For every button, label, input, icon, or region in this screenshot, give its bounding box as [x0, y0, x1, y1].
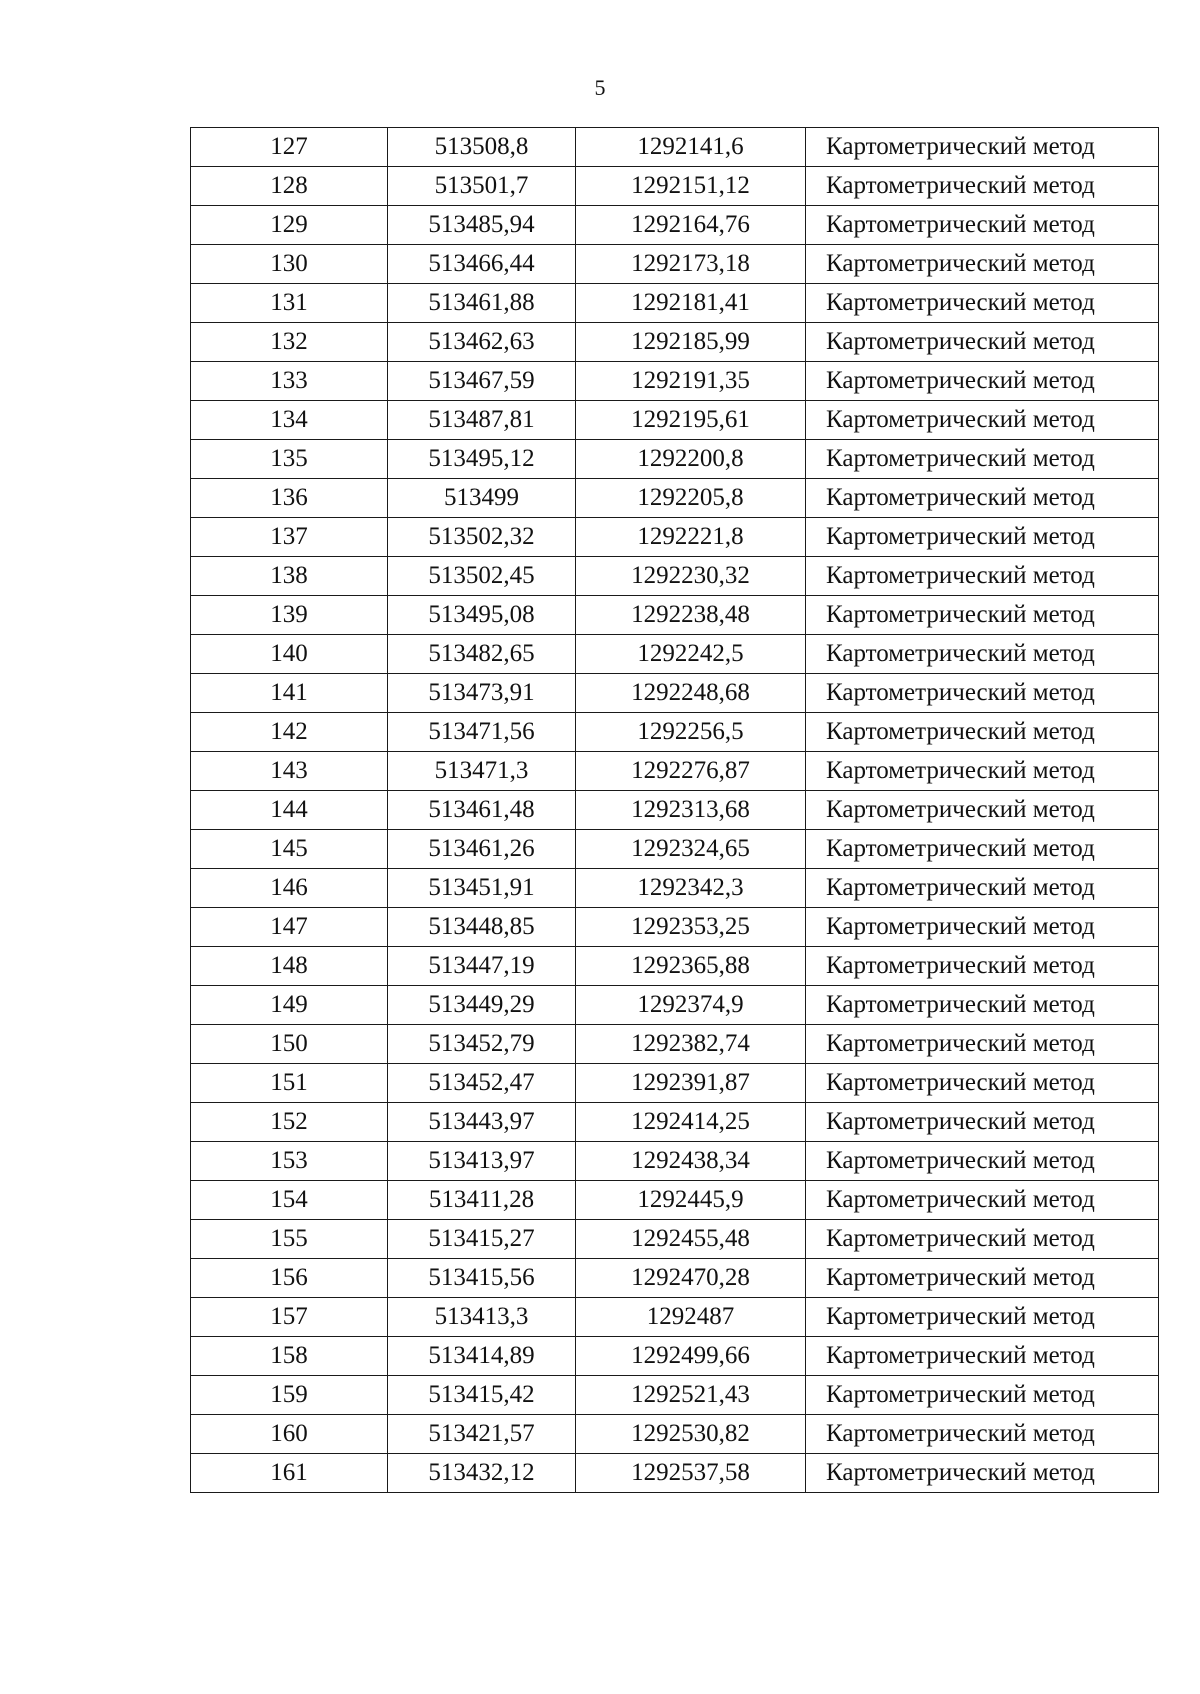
x-coordinate-cell: 513415,56 [388, 1259, 576, 1298]
point-number-cell: 131 [191, 284, 388, 323]
y-coordinate-cell: 1292276,87 [576, 752, 806, 791]
point-number-cell: 134 [191, 401, 388, 440]
method-cell: Картометрический метод [806, 440, 1159, 479]
coordinates-table-body [191, 128, 1159, 1493]
x-coordinate-cell: 513421,57 [388, 1415, 576, 1454]
point-number-cell: 138 [191, 557, 388, 596]
x-coordinate-cell: 513499 [388, 479, 576, 518]
y-coordinate-cell: 1292382,74 [576, 1025, 806, 1064]
point-number-cell: 146 [191, 869, 388, 908]
x-coordinate-cell: 513415,27 [388, 1220, 576, 1259]
y-coordinate-cell: 1292342,3 [576, 869, 806, 908]
table-row [191, 362, 1159, 401]
y-coordinate-cell: 1292242,5 [576, 635, 806, 674]
method-cell: Картометрический метод [806, 596, 1159, 635]
x-coordinate-cell: 513448,85 [388, 908, 576, 947]
point-number-cell: 137 [191, 518, 388, 557]
point-number-cell: 139 [191, 596, 388, 635]
coordinates-table [190, 127, 1159, 1493]
y-coordinate-cell: 1292238,48 [576, 596, 806, 635]
method-cell: Картометрический метод [806, 1415, 1159, 1454]
y-coordinate-cell: 1292530,82 [576, 1415, 806, 1454]
table-row [191, 1454, 1159, 1493]
method-cell: Картометрический метод [806, 1103, 1159, 1142]
method-cell: Картометрический метод [806, 518, 1159, 557]
table-row [191, 206, 1159, 245]
y-coordinate-cell: 1292141,6 [576, 128, 806, 167]
point-number-cell: 161 [191, 1454, 388, 1493]
table-row [191, 284, 1159, 323]
table-row [191, 752, 1159, 791]
method-cell: Картометрический метод [806, 1181, 1159, 1220]
point-number-cell: 145 [191, 830, 388, 869]
table-row [191, 947, 1159, 986]
point-number-cell: 160 [191, 1415, 388, 1454]
table-row [191, 869, 1159, 908]
method-cell: Картометрический метод [806, 947, 1159, 986]
method-cell: Картометрический метод [806, 674, 1159, 713]
method-cell: Картометрический метод [806, 1220, 1159, 1259]
table-row [191, 479, 1159, 518]
x-coordinate-cell: 513487,81 [388, 401, 576, 440]
x-coordinate-cell: 513495,08 [388, 596, 576, 635]
point-number-cell: 143 [191, 752, 388, 791]
point-number-cell: 150 [191, 1025, 388, 1064]
x-coordinate-cell: 513473,91 [388, 674, 576, 713]
x-coordinate-cell: 513461,88 [388, 284, 576, 323]
table-row [191, 1181, 1159, 1220]
x-coordinate-cell: 513449,29 [388, 986, 576, 1025]
table-row [191, 986, 1159, 1025]
x-coordinate-cell: 513413,97 [388, 1142, 576, 1181]
point-number-cell: 148 [191, 947, 388, 986]
table-row [191, 518, 1159, 557]
method-cell: Картометрический метод [806, 1454, 1159, 1493]
point-number-cell: 129 [191, 206, 388, 245]
x-coordinate-cell: 513485,94 [388, 206, 576, 245]
page-number: 5 [594, 75, 606, 100]
point-number-cell: 128 [191, 167, 388, 206]
table-row [191, 1337, 1159, 1376]
y-coordinate-cell: 1292324,65 [576, 830, 806, 869]
method-cell: Картометрический метод [806, 167, 1159, 206]
point-number-cell: 157 [191, 1298, 388, 1337]
y-coordinate-cell: 1292191,35 [576, 362, 806, 401]
table-row [191, 1220, 1159, 1259]
table-row [191, 713, 1159, 752]
method-cell: Картометрический метод [806, 284, 1159, 323]
table-row [191, 635, 1159, 674]
x-coordinate-cell: 513461,48 [388, 791, 576, 830]
x-coordinate-cell: 513414,89 [388, 1337, 576, 1376]
point-number-cell: 127 [191, 128, 388, 167]
y-coordinate-cell: 1292313,68 [576, 791, 806, 830]
x-coordinate-cell: 513447,19 [388, 947, 576, 986]
method-cell: Картометрический метод [806, 362, 1159, 401]
x-coordinate-cell: 513462,63 [388, 323, 576, 362]
method-cell: Картометрический метод [806, 986, 1159, 1025]
table-row [191, 440, 1159, 479]
table-row [191, 1415, 1159, 1454]
y-coordinate-cell: 1292181,41 [576, 284, 806, 323]
y-coordinate-cell: 1292391,87 [576, 1064, 806, 1103]
point-number-cell: 152 [191, 1103, 388, 1142]
table-row [191, 557, 1159, 596]
method-cell: Картометрический метод [806, 557, 1159, 596]
table-row [191, 830, 1159, 869]
table-row [191, 128, 1159, 167]
y-coordinate-cell: 1292374,9 [576, 986, 806, 1025]
x-coordinate-cell: 513508,8 [388, 128, 576, 167]
y-coordinate-cell: 1292164,76 [576, 206, 806, 245]
table-row [191, 1064, 1159, 1103]
point-number-cell: 142 [191, 713, 388, 752]
method-cell: Картометрический метод [806, 830, 1159, 869]
table-row [191, 401, 1159, 440]
x-coordinate-cell: 513495,12 [388, 440, 576, 479]
point-number-cell: 136 [191, 479, 388, 518]
y-coordinate-cell: 1292414,25 [576, 1103, 806, 1142]
x-coordinate-cell: 513471,56 [388, 713, 576, 752]
x-coordinate-cell: 513501,7 [388, 167, 576, 206]
point-number-cell: 159 [191, 1376, 388, 1415]
method-cell: Картометрический метод [806, 1298, 1159, 1337]
method-cell: Картометрический метод [806, 479, 1159, 518]
table-row [191, 1025, 1159, 1064]
point-number-cell: 132 [191, 323, 388, 362]
method-cell: Картометрический метод [806, 323, 1159, 362]
point-number-cell: 147 [191, 908, 388, 947]
x-coordinate-cell: 513432,12 [388, 1454, 576, 1493]
y-coordinate-cell: 1292521,43 [576, 1376, 806, 1415]
method-cell: Картометрический метод [806, 791, 1159, 830]
y-coordinate-cell: 1292195,61 [576, 401, 806, 440]
method-cell: Картометрический метод [806, 1376, 1159, 1415]
table-row [191, 908, 1159, 947]
point-number-cell: 144 [191, 791, 388, 830]
x-coordinate-cell: 513466,44 [388, 245, 576, 284]
x-coordinate-cell: 513482,65 [388, 635, 576, 674]
method-cell: Картометрический метод [806, 128, 1159, 167]
point-number-cell: 141 [191, 674, 388, 713]
point-number-cell: 158 [191, 1337, 388, 1376]
method-cell: Картометрический метод [806, 1142, 1159, 1181]
y-coordinate-cell: 1292365,88 [576, 947, 806, 986]
y-coordinate-cell: 1292537,58 [576, 1454, 806, 1493]
x-coordinate-cell: 513452,79 [388, 1025, 576, 1064]
table-row [191, 1259, 1159, 1298]
method-cell: Картометрический метод [806, 713, 1159, 752]
y-coordinate-cell: 1292353,25 [576, 908, 806, 947]
x-coordinate-cell: 513461,26 [388, 830, 576, 869]
method-cell: Картометрический метод [806, 752, 1159, 791]
y-coordinate-cell: 1292185,99 [576, 323, 806, 362]
point-number-cell: 154 [191, 1181, 388, 1220]
point-number-cell: 149 [191, 986, 388, 1025]
table-row [191, 245, 1159, 284]
y-coordinate-cell: 1292230,32 [576, 557, 806, 596]
table-row [191, 323, 1159, 362]
point-number-cell: 153 [191, 1142, 388, 1181]
method-cell: Картометрический метод [806, 206, 1159, 245]
table-row [191, 674, 1159, 713]
x-coordinate-cell: 513443,97 [388, 1103, 576, 1142]
y-coordinate-cell: 1292438,34 [576, 1142, 806, 1181]
x-coordinate-cell: 513502,32 [388, 518, 576, 557]
table-row [191, 1103, 1159, 1142]
y-coordinate-cell: 1292221,8 [576, 518, 806, 557]
y-coordinate-cell: 1292256,5 [576, 713, 806, 752]
x-coordinate-cell: 513413,3 [388, 1298, 576, 1337]
x-coordinate-cell: 513467,59 [388, 362, 576, 401]
y-coordinate-cell: 1292470,28 [576, 1259, 806, 1298]
y-coordinate-cell: 1292499,66 [576, 1337, 806, 1376]
point-number-cell: 130 [191, 245, 388, 284]
point-number-cell: 135 [191, 440, 388, 479]
method-cell: Картометрический метод [806, 635, 1159, 674]
method-cell: Картометрический метод [806, 1259, 1159, 1298]
y-coordinate-cell: 1292445,9 [576, 1181, 806, 1220]
x-coordinate-cell: 513411,28 [388, 1181, 576, 1220]
y-coordinate-cell: 1292205,8 [576, 479, 806, 518]
method-cell: Картометрический метод [806, 1337, 1159, 1376]
table-row [191, 167, 1159, 206]
table-row [191, 791, 1159, 830]
x-coordinate-cell: 513452,47 [388, 1064, 576, 1103]
table-row [191, 596, 1159, 635]
method-cell: Картометрический метод [806, 1025, 1159, 1064]
x-coordinate-cell: 513502,45 [388, 557, 576, 596]
point-number-cell: 133 [191, 362, 388, 401]
table-row [191, 1298, 1159, 1337]
x-coordinate-cell: 513415,42 [388, 1376, 576, 1415]
table-row [191, 1376, 1159, 1415]
y-coordinate-cell: 1292173,18 [576, 245, 806, 284]
point-number-cell: 155 [191, 1220, 388, 1259]
method-cell: Картометрический метод [806, 401, 1159, 440]
x-coordinate-cell: 513471,3 [388, 752, 576, 791]
table-row [191, 1142, 1159, 1181]
y-coordinate-cell: 1292455,48 [576, 1220, 806, 1259]
point-number-cell: 140 [191, 635, 388, 674]
y-coordinate-cell: 1292200,8 [576, 440, 806, 479]
point-number-cell: 156 [191, 1259, 388, 1298]
x-coordinate-cell: 513451,91 [388, 869, 576, 908]
method-cell: Картометрический метод [806, 1064, 1159, 1103]
y-coordinate-cell: 1292151,12 [576, 167, 806, 206]
y-coordinate-cell: 1292248,68 [576, 674, 806, 713]
y-coordinate-cell: 1292487 [576, 1298, 806, 1337]
method-cell: Картометрический метод [806, 908, 1159, 947]
method-cell: Картометрический метод [806, 869, 1159, 908]
point-number-cell: 151 [191, 1064, 388, 1103]
method-cell: Картометрический метод [806, 245, 1159, 284]
